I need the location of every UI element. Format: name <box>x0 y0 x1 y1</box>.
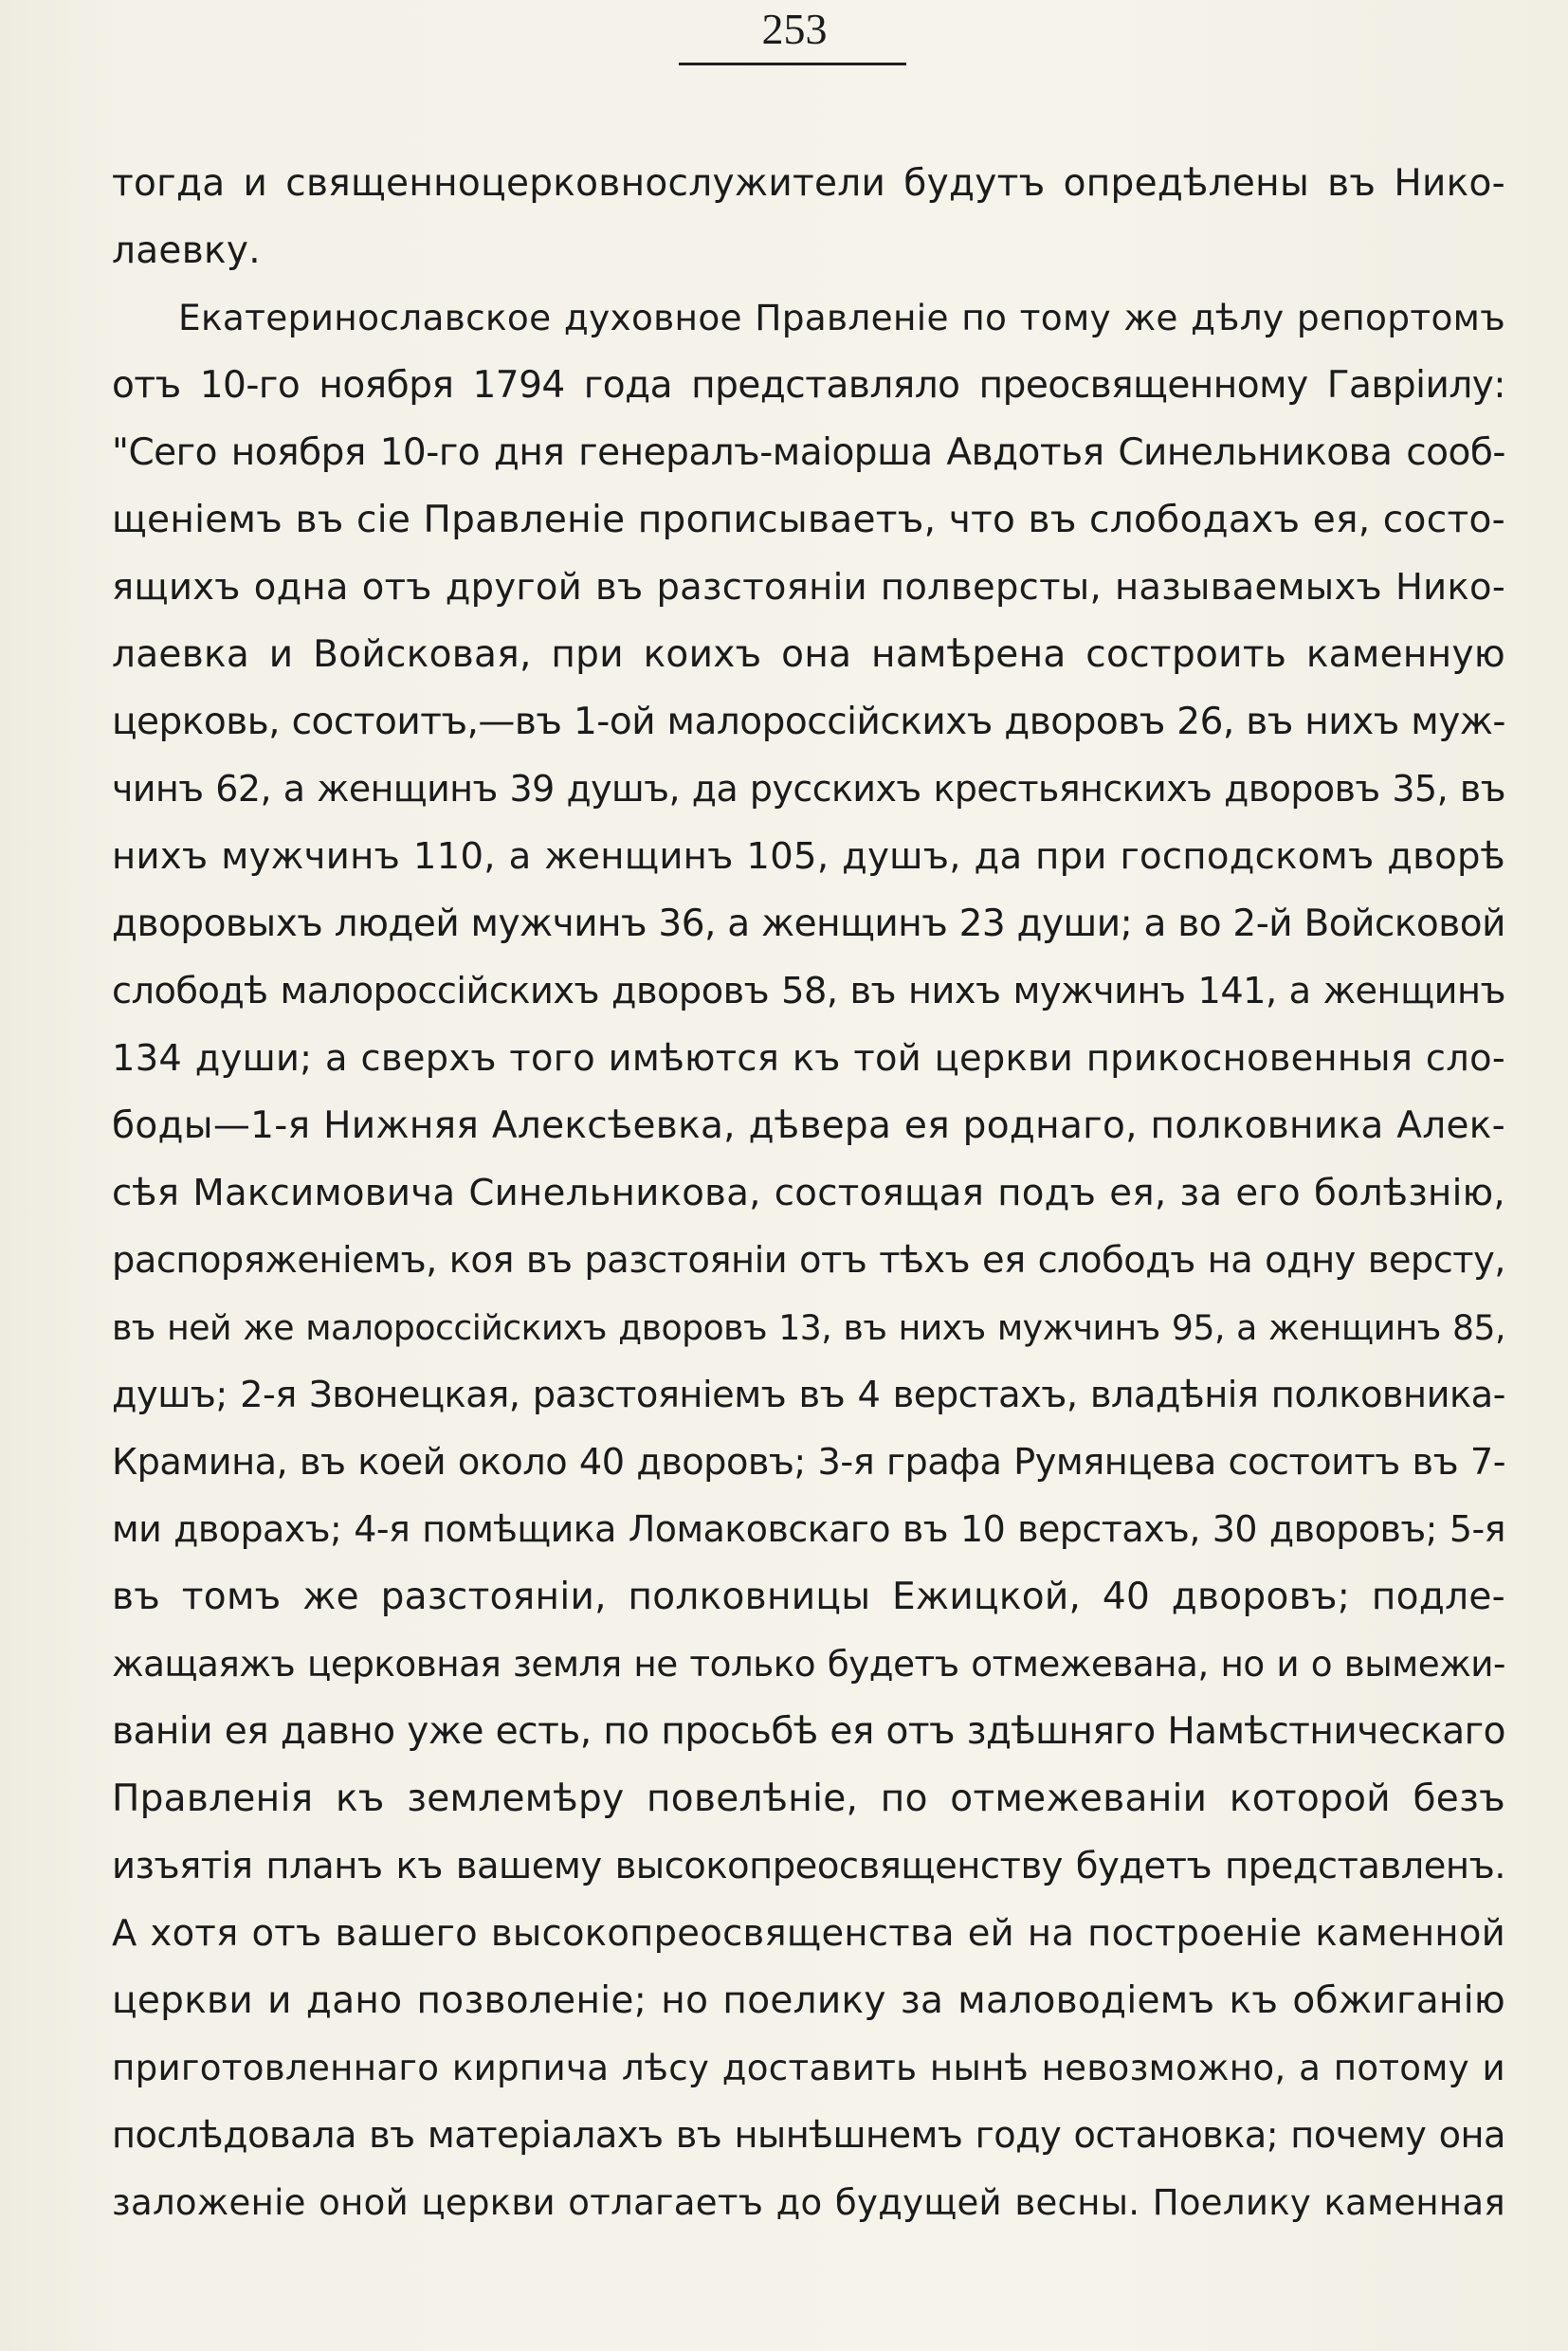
text-line: Правленія къ землемѣру повелѣніе, по отмежеваніи которой безъ <box>112 1777 1505 1820</box>
text-line: въ ней же малороссійскихъ дворовъ 13, въ нихъ мужчинъ 95, а женщинъ 85, <box>112 1307 1505 1348</box>
text-line: нихъ мужчинъ 110, а женщинъ 105, душъ, да при господскомъ дворѣ <box>112 835 1505 878</box>
text-line: церкви и дано позволеніе; но поелику за маловодіемъ къ обжиганію <box>112 1979 1505 2022</box>
text-line: въ томъ же разстояніи, полковницы Ежицкой, 40 дворовъ; подле- <box>112 1576 1505 1618</box>
page-number-rule <box>679 63 906 65</box>
text-line: А хотя отъ вашего высокопреосвященства ей на построеніе каменной <box>112 1912 1505 1955</box>
text-line: тогда и священноцерковнослужители будутъ опредѣлены въ Нико- <box>112 162 1505 205</box>
text-line: отъ 10-го ноября 1794 года представляло преосвященному Гавріилу: <box>112 364 1505 407</box>
text-line: распоряженіемъ, коя въ разстояніи отъ тѣхъ ея слободъ на одну версту, <box>112 1239 1505 1282</box>
text-line: ми дворахъ; 4-я помѣщика Ломаковскаго въ 10 верстахъ, 30 дворовъ; 5-я <box>112 1508 1505 1550</box>
text-line: заложеніе оной церкви отлагаетъ до будущей весны. Поелику каменная <box>112 2182 1505 2223</box>
body-text <box>112 150 1505 2236</box>
text-line: Крамина, въ коей около 40 дворовъ; 3-я графа Румянцева состоитъ въ 7- <box>112 1441 1505 1484</box>
text-line: изъятія планъ къ вашему высокопреосвященству будетъ представленъ. <box>112 1845 1505 1887</box>
text-line: ваніи ея давно уже есть, по просьбѣ ея отъ здѣшняго Намѣстническаго <box>112 1710 1505 1753</box>
text-line: слободѣ малороссійскихъ дворовъ 58, въ нихъ мужчинъ 141, а женщинъ <box>112 970 1505 1012</box>
text-line: "Сего ноября 10-го дня генералъ-маіорша Авдотья Синельникова сооб- <box>112 431 1505 474</box>
text-line: боды—1-я Нижняя Алексѣевка, дѣвера ея роднаго, полковника Алек- <box>112 1104 1505 1147</box>
text-line: лаевка и Войсковая, при коихъ она намѣрена состроить каменную <box>112 633 1505 676</box>
text-line: приготовленнаго кирпича лѣсу доставить нынѣ невозможно, а потому и <box>112 2047 1505 2088</box>
text-line: лаевку. <box>112 229 261 272</box>
text-line: дворовыхъ людей мужчинъ 36, а женщинъ 23 души; а во 2-й Войсковой <box>112 902 1505 945</box>
text-line: чинъ 62, а женщинъ 39 душъ, да русскихъ крестьянскихъ дворовъ 35, въ <box>112 768 1505 810</box>
text-line: душъ; 2-я Звонецкая, разстояніемъ въ 4 верстахъ, владѣнія полковника- <box>112 1374 1505 1416</box>
text-line: церковь, состоитъ,—въ 1-ой малороссійскихъ дворовъ 26, въ нихъ муж- <box>112 701 1505 743</box>
text-line: 134 души; а сверхъ того имѣются къ той церкви прикосновенныя сло- <box>112 1037 1505 1080</box>
text-line: жащаяжъ церковная земля не только будетъ отмежевана, но и о вымежи- <box>112 1643 1505 1685</box>
text-line: щеніемъ въ сіе Правленіе прописываетъ, что въ слободахъ ея, состо- <box>112 499 1505 541</box>
text-line: сѣя Максимовича Синельникова, состоящая подъ ея, за его болѣзнію, <box>112 1172 1505 1214</box>
text-line: Екатеринославское духовное Правленіе по тому же дѣлу репортомъ <box>178 297 1505 338</box>
text-line: ящихъ одна отъ другой въ разстояніи полверсты, называемыхъ Нико- <box>112 566 1505 609</box>
page-number: 253 <box>761 5 828 53</box>
text-line: послѣдовала въ матеріалахъ въ нынѣшнемъ году остановка; почему она <box>112 2114 1505 2157</box>
